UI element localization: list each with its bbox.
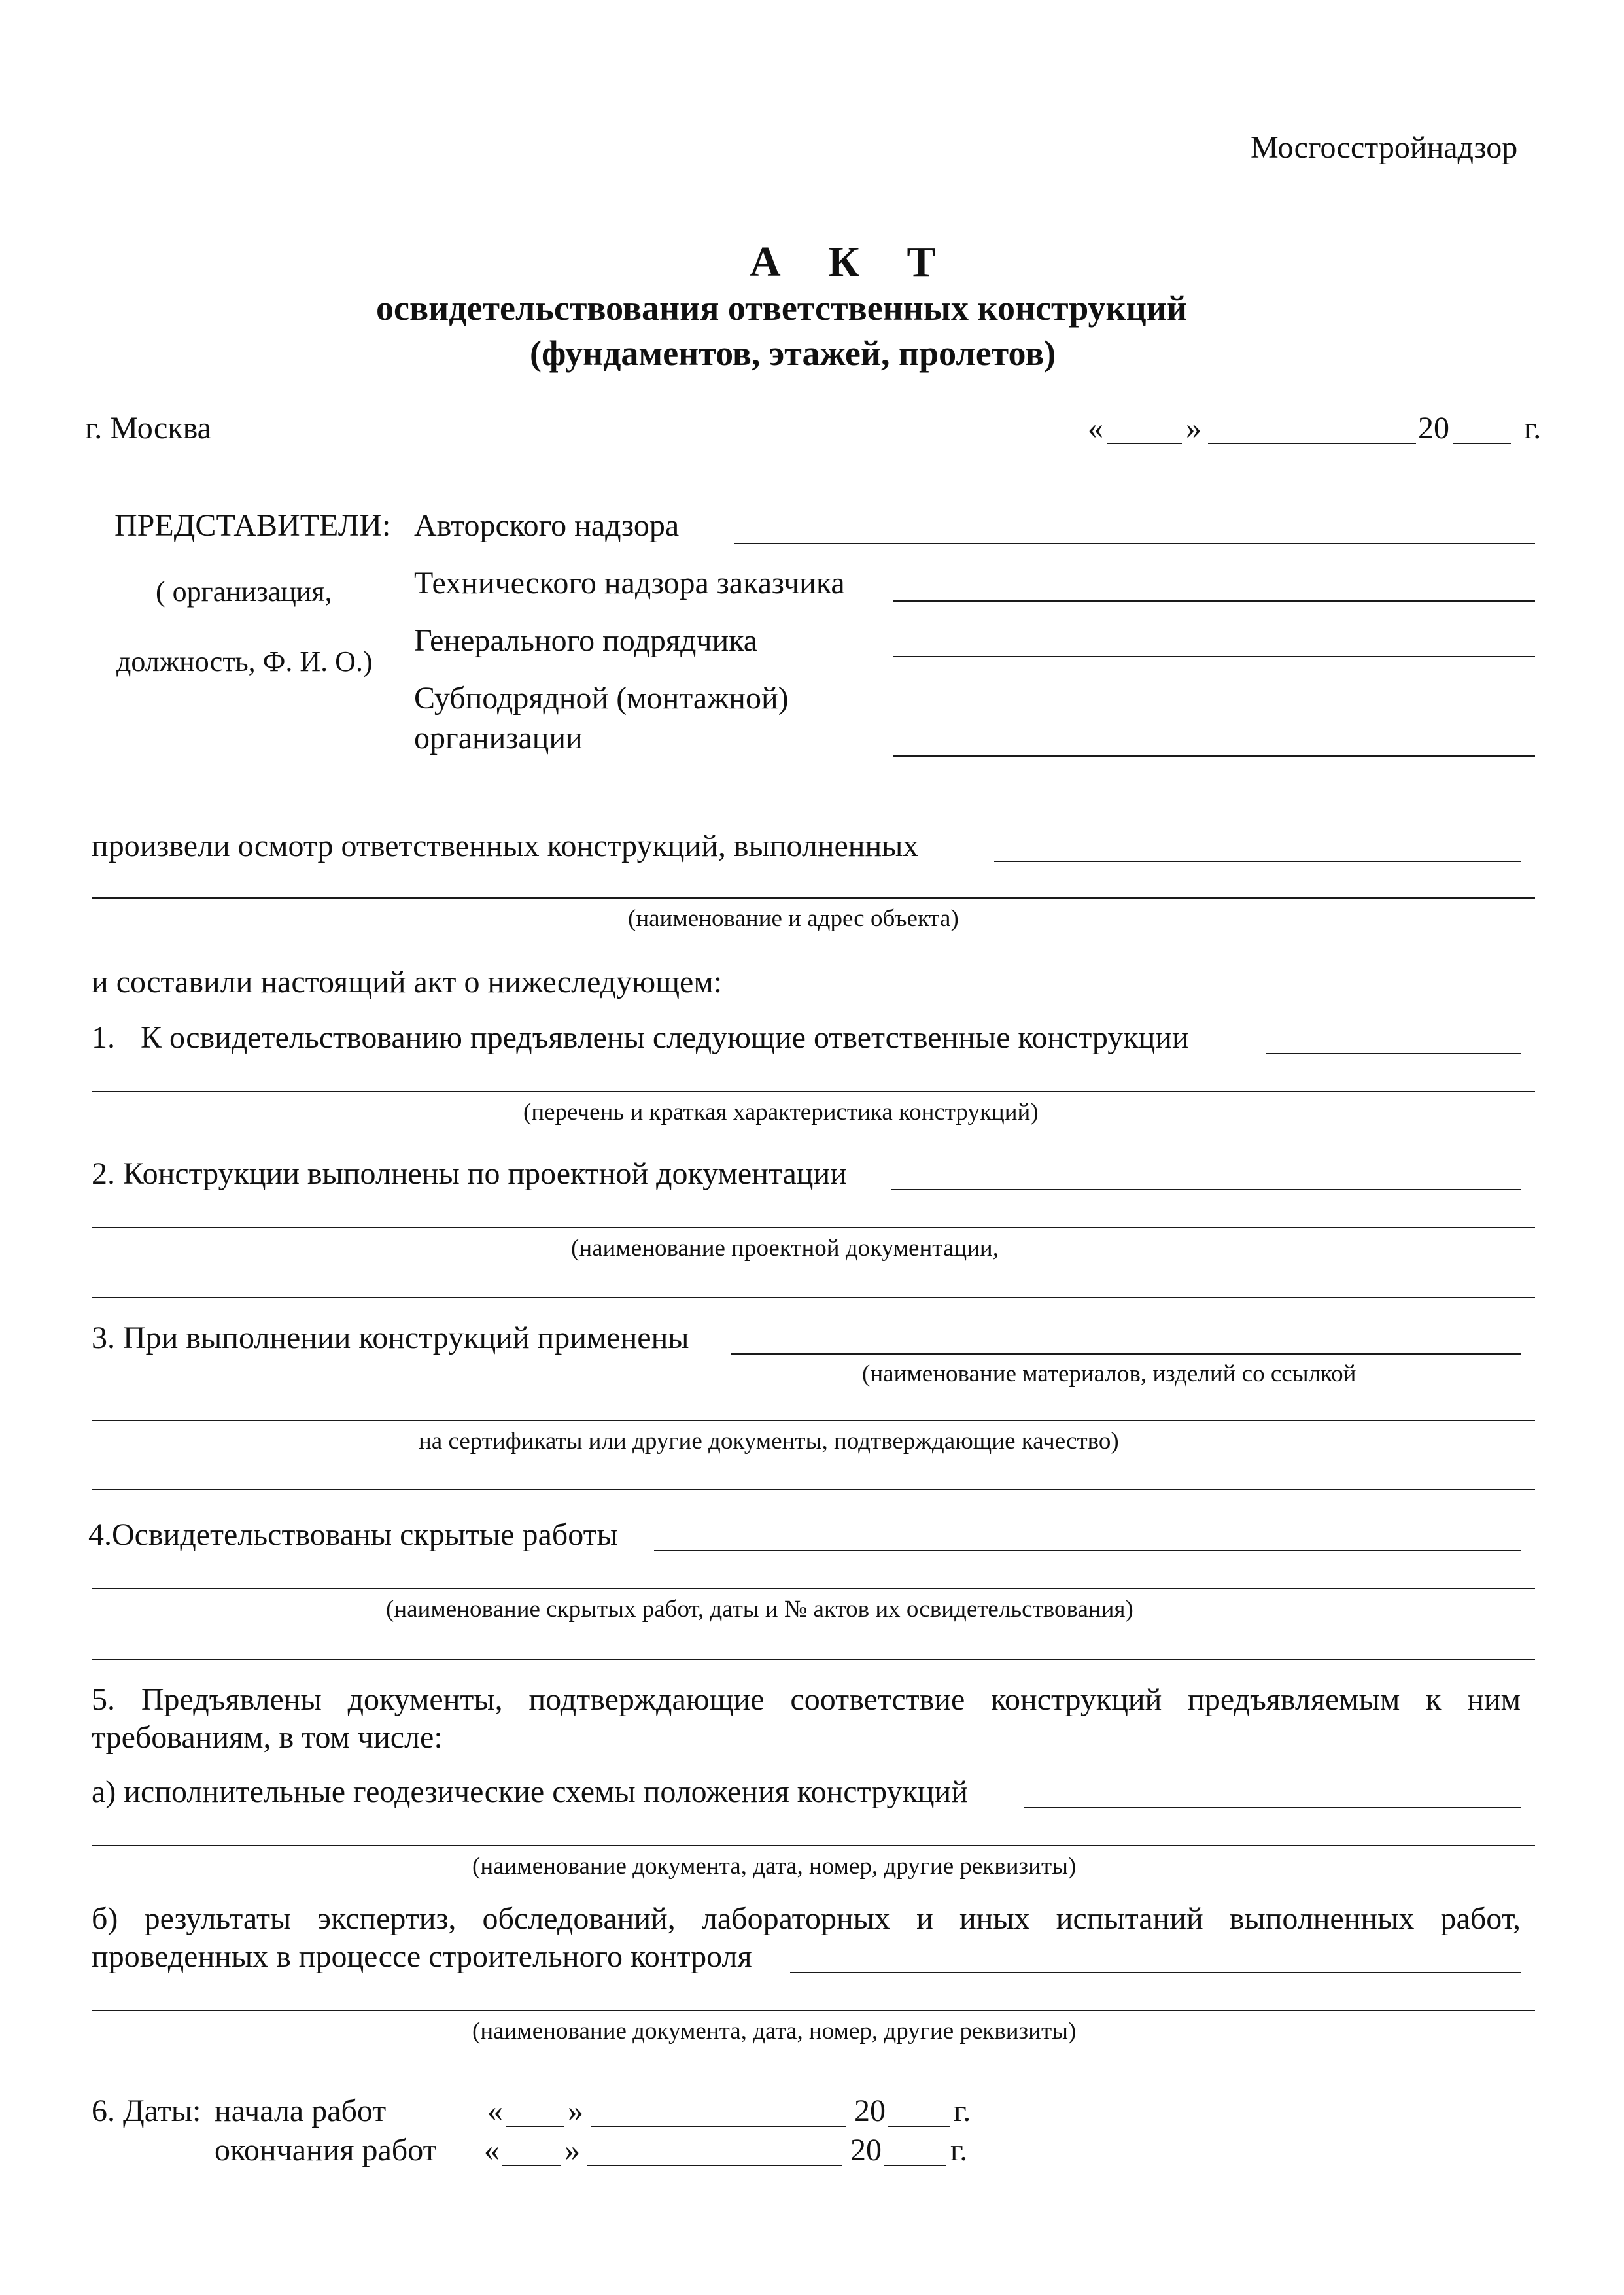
end-date-year-field[interactable] — [884, 2165, 946, 2166]
start-date-month-field[interactable] — [591, 2126, 846, 2127]
representatives-note-position: должность, Ф. И. О.) — [116, 646, 373, 678]
start-date-open-quote: « — [487, 2094, 503, 2128]
item2-caption: (наименование проектной документации, — [571, 1235, 999, 1262]
item3-text: 3. При выполнении конструкций применены — [92, 1320, 689, 1355]
start-date-year-suffix: г. — [954, 2094, 971, 2128]
rep-subcontractor-label-line2: организации — [414, 721, 583, 755]
item4-field-line2[interactable] — [92, 1588, 1535, 1589]
item4-field-line3[interactable] — [92, 1659, 1535, 1660]
item4-caption: (наименование скрытых работ, даты и № актов их освидетельствования) — [386, 1596, 1133, 1623]
inspection-object-caption: (наименование и адрес объекта) — [628, 905, 959, 932]
item5a-field[interactable] — [1024, 1807, 1521, 1808]
end-date-year-suffix: г. — [950, 2133, 968, 2167]
item5a-caption: (наименование документа, дата, номер, другие реквизиты) — [472, 1853, 1077, 1880]
date-year-prefix: 20 — [1418, 411, 1449, 445]
item6-start-label: начала работ — [215, 2094, 387, 2128]
act-subtitle-line1: освидетельствования ответственных конструкций — [376, 288, 1187, 328]
date-day-field[interactable] — [1107, 443, 1182, 444]
end-date-open-quote: « — [484, 2133, 500, 2167]
item6-end-label: окончания работ — [215, 2133, 437, 2167]
end-date-month-field[interactable] — [587, 2165, 842, 2166]
item5b-caption: (наименование документа, дата, номер, другие реквизиты) — [472, 2018, 1077, 2045]
date-open-quote: « — [1088, 411, 1103, 445]
item3-field-line2[interactable] — [92, 1420, 1535, 1421]
rep-technical-supervision-label: Технического надзора заказчика — [414, 566, 845, 600]
item3-caption-line2: на сертификаты или другие документы, подтверждающие качество) — [419, 1428, 1119, 1455]
rep-general-contractor-label: Генерального подрядчика — [414, 623, 758, 658]
item4-text: 4.Освидетельствованы скрытые работы — [88, 1517, 618, 1552]
rep-general-contractor-field[interactable] — [893, 656, 1535, 657]
item3-field-line3[interactable] — [92, 1489, 1535, 1490]
rep-author-supervision-label: Авторского надзора — [414, 508, 680, 543]
city: г. Москва — [85, 411, 211, 445]
inspection-text: произвели осмотр ответственных конструкций, выполненных — [92, 829, 919, 863]
inspection-object-field[interactable] — [994, 861, 1521, 862]
item1-caption: (перечень и краткая характеристика конструкций) — [523, 1099, 1039, 1126]
item5-text-line2: требованиям, в том числе: — [92, 1720, 443, 1755]
item2-field-line3[interactable] — [92, 1297, 1535, 1298]
date-close-quote: » — [1186, 411, 1201, 445]
item5b-field[interactable] — [790, 1972, 1521, 1973]
end-date-close-quote: » — [564, 2133, 580, 2167]
item1-field-line2[interactable] — [92, 1091, 1535, 1092]
act-title: А К Т — [750, 238, 954, 286]
item5-text-line1: 5. Предъявлены документы, подтверждающие соответствие конструкций предъявляемым к ним — [92, 1682, 1521, 1717]
compiled-statement: и составили настоящий акт о нижеследующем: — [92, 965, 723, 999]
start-date-year-prefix: 20 — [854, 2094, 886, 2128]
rep-technical-supervision-field[interactable] — [893, 600, 1535, 602]
item5b-text-line1: б) результаты экспертиз, обследований, лабораторных и иных испытаний выполненных работ, — [92, 1901, 1521, 1936]
end-date-day-field[interactable] — [502, 2165, 561, 2166]
representatives-heading: ПРЕДСТАВИТЕЛИ: — [114, 508, 391, 543]
act-subtitle-line2: (фундаментов, этажей, пролетов) — [530, 334, 1056, 373]
item5a-field-line2[interactable] — [92, 1845, 1535, 1846]
end-date-year-prefix: 20 — [850, 2133, 882, 2167]
rep-author-supervision-field[interactable] — [734, 543, 1535, 544]
rep-subcontractor-label-line1: Субподрядной (монтажной) — [414, 681, 789, 716]
item5b-field-line2[interactable] — [92, 2010, 1535, 2011]
item1-text: К освидетельствованию предъявлены следующие ответственные конструкции — [141, 1020, 1189, 1055]
item1-number: 1. — [92, 1020, 115, 1055]
item2-field[interactable] — [891, 1189, 1521, 1190]
agency-name: Мосгосстройнадзор — [1251, 130, 1518, 165]
item6-label: 6. Даты: — [92, 2094, 201, 2128]
item4-field[interactable] — [654, 1550, 1521, 1551]
representatives-note-org: ( организация, — [156, 576, 332, 608]
item2-field-line2[interactable] — [92, 1227, 1535, 1228]
item5b-text-line2: проведенных в процессе строительного контроля — [92, 1939, 752, 1974]
inspection-object-field-line2[interactable] — [92, 897, 1535, 899]
item2-text: 2. Конструкции выполнены по проектной документации — [92, 1156, 847, 1191]
date-year-field[interactable] — [1453, 443, 1511, 444]
start-date-close-quote: » — [568, 2094, 583, 2128]
item3-caption-line1: (наименование материалов, изделий со ссылкой — [862, 1360, 1356, 1387]
item3-field[interactable] — [731, 1353, 1521, 1355]
start-date-year-field[interactable] — [888, 2126, 950, 2127]
start-date-day-field[interactable] — [506, 2126, 564, 2127]
rep-subcontractor-field[interactable] — [893, 755, 1535, 757]
date-month-field[interactable] — [1208, 443, 1416, 444]
date-year-suffix: г. — [1524, 411, 1542, 445]
item1-field[interactable] — [1266, 1053, 1521, 1054]
item5a-text: а) исполнительные геодезические схемы положения конструкций — [92, 1774, 968, 1809]
